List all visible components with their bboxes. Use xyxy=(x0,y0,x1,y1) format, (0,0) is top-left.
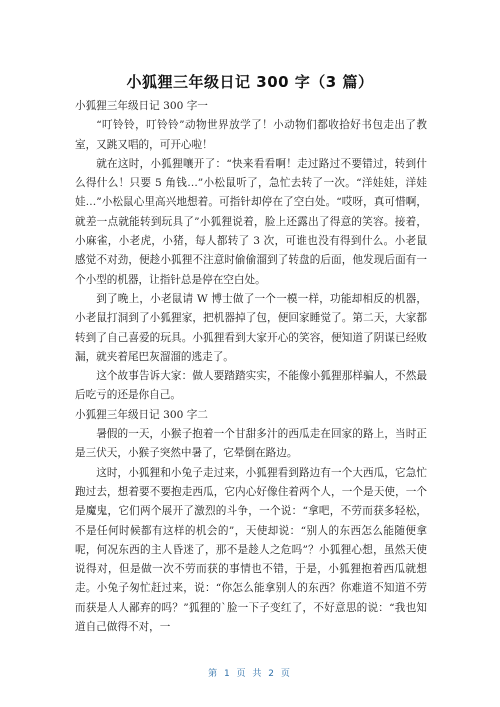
page-footer: 第 1 页 共 2 页 xyxy=(208,669,292,679)
document-body xyxy=(75,97,427,637)
document-title: 小狐狸三年级日记 300 字（3 篇） xyxy=(126,73,374,91)
section-heading: 小狐狸三年级日记 300 字一 xyxy=(75,100,208,112)
body-paragraph: “叮铃铃，叮铃铃”动物世界放学了！小动物们都收拾好书包走出了教室，又跳又唱的，可开心啦！ xyxy=(75,119,427,151)
body-paragraph: 这时，小狐狸和小兔子走过来，小狐狸看到路边有一个大西瓜，它急忙跑过去，想着要不要抱走西瓜，它内心好像住着两个人，一个是天使，一个是魔鬼，它们两个展开了激烈的斗争，一个说：“拿吧，不劳而获多轻松，不是任何时候都有这样的机会的”，天使却说：“别人的东西怎么能随便拿呢，何况东西的主人昏迷了，那不是趁人之危吗”？小狐狸心想，虽然天使说得对，但是做一次不劳而获的事情也不错，于是，小狐狸抱着西瓜就想走。小兔子匆忙赶过来，说：“你怎么能拿别人的东西？你难道不知道不劳而获是人人鄙弃的吗？”狐狸的`脸一下子变红了，不好意思的说：“我也知道自己做得不对，一 xyxy=(75,466,427,634)
body-paragraph: 到了晚上，小老鼠请 W 博士做了一个一模一样，功能却相反的机器，小老鼠打洞到了小狐狸家，把机器掉了包，便回家睡觉了。第二天，大家都转到了自己喜爱的玩具。小狐狸看到大家开心的笑容，便知道了阴谋已经败漏，就夹着尾巴灰溜溜的逃走了。 xyxy=(75,292,427,363)
body-paragraph: 暑假的一天，小猴子抱着一个甘甜多汁的西瓜走在回家的路上，当时正是三伏天，小猴子突然中暑了，它晕倒在路边。 xyxy=(75,428,427,460)
body-paragraph: 就在这时，小狐狸嚷开了：“快来看看啊！走过路过不要错过，转到什么得什么！只要 5 角钱…”小松鼠听了，急忙去转了一次。“洋娃娃，洋娃娃…”小松鼠心里高兴地想着。可指针却停在了空白处。“哎呀，真可惜啊，就差一点就能转到玩具了”小狐狸说着，脸上还露出了得意的笑容。接着，小麻雀，小老虎，小猪，每人都转了 3 次，可谁也没有得到什么。小老鼠感觉不对劲，便趁小狐狸不注意时偷偷溜到了转盘的后面，他发现后面有一个小型的机器，让指针总是停在空白处。 xyxy=(75,157,427,286)
body-paragraph: 这个故事告诉大家：做人要踏踏实实，不能像小狐狸那样骗人，不然最后吃亏的还是你自己。 xyxy=(75,370,427,402)
section-heading: 小狐狸三年级日记 300 字二 xyxy=(75,408,208,421)
